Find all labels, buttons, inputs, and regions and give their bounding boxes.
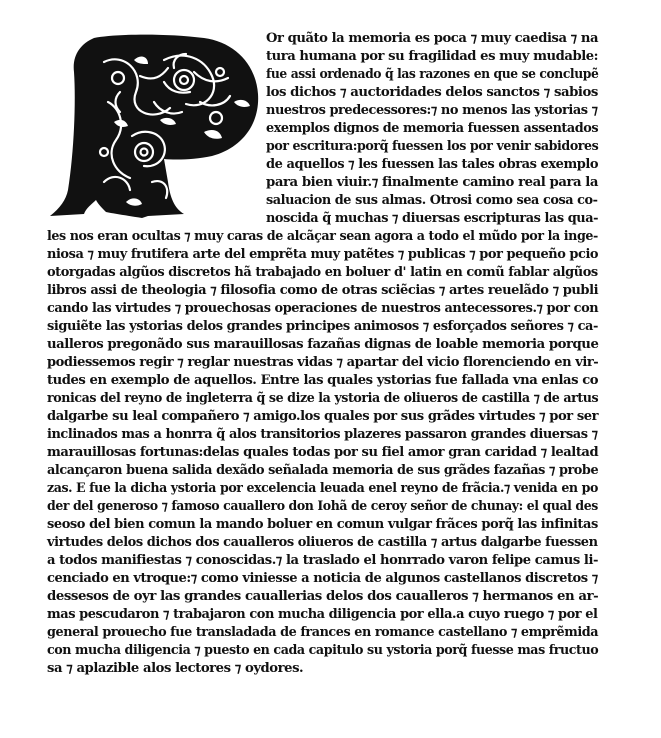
text-line: les nos eran ocultas ⁊ muy caras de alcãçar sean agora a todo el mũdo por la inge- bbox=[47, 229, 598, 244]
text-line: libros assi de theologia ⁊ filosofia como de otras sciẽcias ⁊ artes reuelãdo ⁊ publi bbox=[47, 283, 599, 298]
text-line: seoso del bien comun la mando boluer en comun vulgar frãces porq̃ las infinitas bbox=[47, 517, 598, 532]
text-line: a todos manifiestas ⁊ conoscidas.⁊ la traslado el honrrado varon felipe camus li- bbox=[47, 553, 598, 568]
text-line: con mucha diligencia ⁊ puesto en cada capitulo su ystoria porq̃ fuesse mas fructuo bbox=[47, 643, 599, 658]
text-line: virtudes delos dichos dos caualleros oliueros de castilla ⁊ artus dalgarbe fuessen bbox=[47, 535, 598, 550]
text-line: zas. E fue la dicha ystoria por excelencia leuada enel reyno de frãcia.⁊ venida en po bbox=[47, 481, 598, 496]
text-line: para bien viuir.⁊ finalmente camino real para la bbox=[266, 175, 599, 190]
text-line: cenciado en vtroque:⁊ como viniesse a noticia de algunos castellanos discretos ⁊ bbox=[47, 571, 598, 586]
text-line: sa ⁊ aplazible alos lectores ⁊ oydores. bbox=[47, 661, 304, 676]
text-line: otorgadas algũos discretos hã trabajado en boluer d' latin en comũ fablar algũos bbox=[47, 265, 598, 280]
text-line: der del generoso ⁊ famoso cauallero don Iohã de ceroy señor de chunay: el qual des bbox=[47, 499, 598, 514]
text-line: mas pescudaron ⁊ trabajaron con mucha diligencia por ella.a cuyo ruego ⁊ por el bbox=[47, 607, 598, 622]
text-line: noscida q̃ muchas ⁊ diuersas escripturas las qua- bbox=[266, 211, 599, 226]
text-line: ronicas del reyno de ingleterra q̃ se dize la ystoria de oliueros de castilla ⁊ de artus bbox=[47, 391, 599, 406]
text-line: alcançaron buena salida dexãdo señalada memoria de sus grãdes fazañas ⁊ probe bbox=[47, 463, 599, 478]
text-line: tudes en exemplo de aquellos. Entre las quales ystorias fue fallada vna enlas co bbox=[47, 373, 599, 388]
text-line: dessesos de oyr las grandes cauallerias delos dos caualleros ⁊ hermanos en ar- bbox=[47, 589, 599, 604]
text-line: de aquellos ⁊ les fuessen las tales obras exemplo bbox=[266, 157, 599, 172]
text-line: ualleros pregonãdo sus marauillosas fazañas dignas de loable memoria porque bbox=[47, 337, 599, 352]
text-line: siguiẽte las ystorias delos grandes principes animosos ⁊ esforçados señores ⁊ ca- bbox=[47, 319, 598, 334]
text-line: Or quãto la memoria es poca ⁊ muy caedisa ⁊ na bbox=[266, 31, 599, 46]
text-line: tura humana por su fragilidad es muy mudable: bbox=[266, 49, 599, 64]
text-line: exemplos dignos de memoria fuessen assentados bbox=[266, 121, 599, 136]
text-line: niosa ⁊ muy frutifera arte del emprẽta muy patẽtes ⁊ publicas ⁊ por pequeño pcio bbox=[47, 247, 599, 262]
text-line: nuestros predecessores:⁊ no menos las ystorias ⁊ bbox=[266, 103, 598, 118]
text-line: general prouecho fue transladada de frances en romance castellano ⁊ emprẽmida bbox=[47, 625, 599, 640]
text-line: fue assi ordenado q̃ las razones en que se conclupẽ bbox=[266, 67, 599, 82]
text-line: por escritura:porq̃ fuessen los por venir sabidores bbox=[266, 139, 599, 154]
text-line: podiessemos regir ⁊ reglar nuestras vidas ⁊ apartar del vicio florenciendo en vir- bbox=[47, 355, 599, 370]
text-line: los dichos ⁊ auctoridades delos sanctos ⁊ sabios bbox=[266, 85, 598, 100]
text-line: marauillosas fortunas:delas quales todas por su fiel amor gran caridad ⁊ lealtad bbox=[47, 445, 599, 460]
text-line: cando las virtudes ⁊ prouechosas operaciones de nuestros antecessores.⁊ por con bbox=[47, 301, 599, 316]
text-line: dalgarbe su leal compañero ⁊ amigo.los quales por sus grãdes virtudes ⁊ por ser bbox=[47, 409, 599, 424]
text-line: saluacion de sus almas. Otrosi como sea cosa co- bbox=[266, 193, 598, 208]
text-line: inclinados mas a honrra q̃ alos transitorios plazeres passaron grandes diuersas ⁊ bbox=[47, 427, 598, 442]
